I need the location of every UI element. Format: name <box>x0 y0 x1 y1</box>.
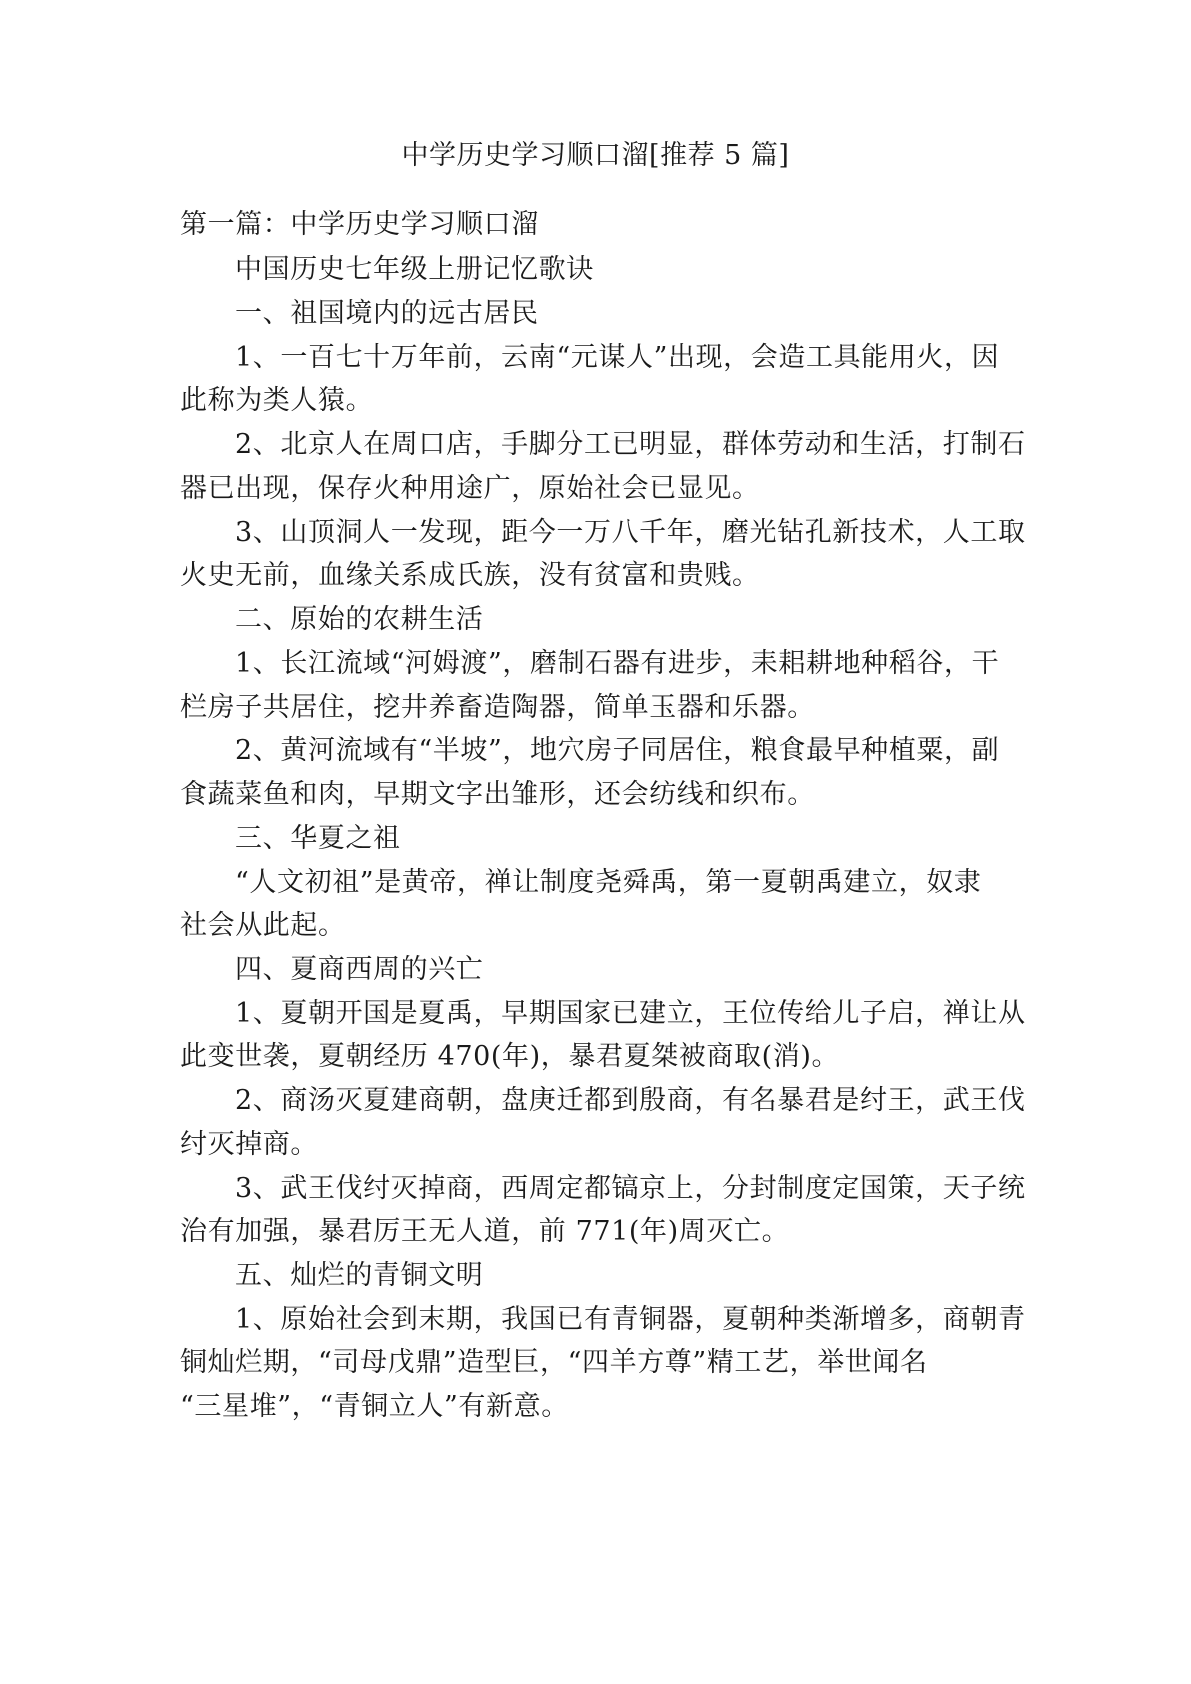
text-line: 器已出现，保存火种用途广，原始社会已显见。 <box>180 473 760 504</box>
document-title: 中学历史学习顺口溜[推荐 5 篇] <box>401 140 790 171</box>
text-line: 铜灿烂期，“司母戊鼎”造型巨，“四羊方尊”精工艺，举世闻名 <box>180 1347 928 1378</box>
text-line: 1、一百七十万年前，云南“元谋人”出现，会造工具能用火，因 <box>235 342 1000 373</box>
text-line: 2、商汤灭夏建商朝，盘庚迁都到殷商，有名暴君是纣王，武王伐 <box>235 1085 1026 1116</box>
chapter-heading: 四、夏商西周的兴亡 <box>235 954 484 985</box>
text-line: 纣灭掉商。 <box>180 1129 318 1160</box>
subtitle-line: 中国历史七年级上册记忆歌诀 <box>235 254 594 285</box>
text-line: 2、北京人在周口店，手脚分工已明显，群体劳动和生活，打制石 <box>235 429 1026 460</box>
chapter-heading: 一、祖国境内的远古居民 <box>235 298 539 329</box>
text-line: 火史无前，血缘关系成氏族，没有贫富和贵贱。 <box>180 560 760 591</box>
chapter-heading: 三、华夏之祖 <box>235 823 401 854</box>
chapter-heading: 五、灿烂的青铜文明 <box>235 1260 484 1291</box>
text-line: 3、武王伐纣灭掉商，西周定都镐京上，分封制度定国策，天子统 <box>235 1173 1026 1204</box>
section-heading: 第一篇：中学历史学习顺口溜 <box>180 209 539 240</box>
text-line: 此变世袭，夏朝经历 470(年)，暴君夏桀被商取(消)。 <box>180 1041 840 1072</box>
text-line: 1、原始社会到末期，我国已有青铜器，夏朝种类渐增多，商朝青 <box>235 1304 1026 1335</box>
text-line: 治有加强，暴君厉王无人道，前 771(年)周灭亡。 <box>180 1216 790 1247</box>
text-line: 栏房子共居住，挖井养畜造陶器，简单玉器和乐器。 <box>180 692 815 723</box>
text-line: “三星堆”，“青铜立人”有新意。 <box>180 1391 569 1422</box>
text-line: 1、夏朝开国是夏禹，早期国家已建立，王位传给儿子启，禅让从 <box>235 998 1026 1029</box>
text-line: 2、黄河流域有“半坡”，地穴房子同居住，粮食最早种植粟，副 <box>235 735 1000 766</box>
text-line: 3、山顶洞人一发现，距今一万八千年，磨光钻孔新技术，人工取 <box>235 517 1026 548</box>
text-line: 社会从此起。 <box>180 910 346 941</box>
text-line: 食蔬菜鱼和肉，早期文字出雏形，还会纺线和织布。 <box>180 779 815 810</box>
text-line: 1、长江流域“河姆渡”，磨制石器有进步，耒耜耕地种稻谷，干 <box>235 648 1000 679</box>
text-line: “人文初祖”是黄帝，禅让制度尧舜禹，第一夏朝禹建立，奴隶 <box>235 867 982 898</box>
text-line: 此称为类人猿。 <box>180 385 374 416</box>
chapter-heading: 二、原始的农耕生活 <box>235 604 484 635</box>
